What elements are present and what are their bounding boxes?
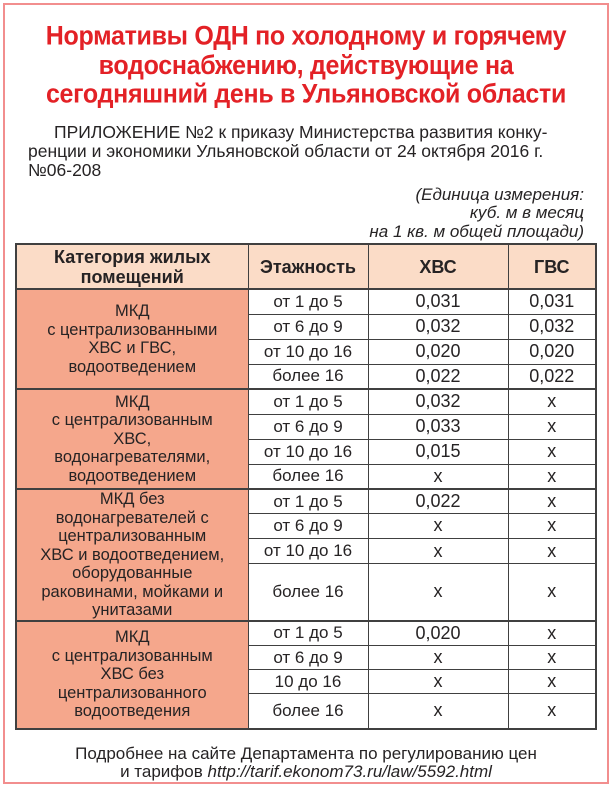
col-header-hvs: ХВС [368, 244, 508, 289]
unit-note-line: на 1 кв. м общей площади) [369, 221, 584, 241]
table-row [16, 489, 596, 514]
category-line: водонагревателями, [54, 448, 211, 467]
hvs-value-cell: х [368, 564, 508, 621]
hvs-value-cell: х [368, 694, 508, 729]
appendix-line: №06-208 [28, 159, 102, 180]
hvs-value-cell: 0,022 [368, 489, 508, 514]
appendix-note [28, 123, 584, 180]
unit-note-line: (Единица измерения: [415, 184, 584, 204]
category-line: централизованного [57, 683, 207, 702]
floors-cell: от 6 до 9 [248, 514, 368, 539]
category-line: водоотведением [68, 357, 197, 376]
floors-cell: от 1 до 5 [248, 389, 368, 414]
gvs-value-cell: х [508, 564, 596, 621]
col-header-category: Категория жилых помещений [16, 244, 248, 289]
category-line: МКД без [99, 490, 165, 508]
floors-cell: от 10 до 16 [248, 538, 368, 564]
category-line: централизованным [58, 527, 207, 545]
category-line: унитазами [92, 601, 173, 619]
floors-cell: от 1 до 5 [248, 489, 368, 514]
gvs-value-cell: х [508, 389, 596, 414]
appendix-line: ренции и экономики Ульяновской области от 24 октября 2016 г. [28, 140, 544, 161]
gvs-value-cell: х [508, 694, 596, 729]
category-line: ХВС, [113, 429, 152, 448]
floors-cell: от 10 до 16 [248, 439, 368, 464]
unit-note-line: куб. м в месяц [469, 203, 584, 222]
footer-url: http://tarif.ekonom73.ru/law/5592.html [207, 761, 492, 781]
category-line: ХВС и ГВС, [88, 339, 177, 357]
title-line: водоснабжению, действующие на [98, 50, 514, 80]
hvs-value-cell: 0,020 [368, 621, 508, 646]
footer-note [20, 745, 592, 781]
title-line: Нормативы ОДН по холодному и горячему [45, 20, 567, 51]
hvs-value-cell: х [368, 538, 508, 564]
gvs-value-cell: х [508, 538, 596, 564]
unit-of-measure-note [28, 186, 584, 242]
category-line: раковинами, мойками и [41, 582, 224, 601]
table-row [16, 621, 596, 646]
category-line: МКД [114, 392, 150, 411]
gvs-value-cell: х [508, 489, 596, 514]
gvs-value-cell: х [508, 670, 596, 694]
hvs-value-cell: х [368, 646, 508, 670]
floors-cell: от 6 до 9 [248, 646, 368, 670]
category-line: МКД [114, 302, 150, 320]
floors-cell: более 16 [248, 364, 368, 389]
hvs-value-cell: 0,022 [368, 364, 508, 389]
floors-cell: более 16 [248, 694, 368, 729]
hvs-value-cell: 0,032 [368, 314, 508, 339]
category-cell [16, 621, 248, 729]
category-cell [16, 389, 248, 489]
category-line: ХВС без [100, 665, 165, 684]
category-line: ХВС и водоотведением, [40, 545, 225, 564]
gvs-value-cell: х [508, 621, 596, 646]
floors-cell: от 1 до 5 [248, 289, 368, 314]
category-line: водоотведением [68, 466, 197, 485]
table-header-row [16, 244, 596, 289]
gvs-value-cell: х [508, 646, 596, 670]
floors-cell: более 16 [248, 564, 368, 621]
hvs-value-cell: 0,031 [368, 289, 508, 314]
category-line: МКД [114, 628, 150, 647]
gvs-value-cell: х [508, 439, 596, 464]
category-cell [16, 289, 248, 389]
hvs-value-cell: 0,015 [368, 439, 508, 464]
norms-table [15, 243, 597, 730]
title-line: сегодняшний день в Ульяновской области [45, 79, 567, 109]
appendix-line: ПРИЛОЖЕНИЕ №2 к приказу Министерства развития конку- [54, 121, 548, 142]
hvs-value-cell: х [368, 464, 508, 489]
col-header-floors: Этажность [248, 244, 368, 289]
floors-cell: от 6 до 9 [248, 414, 368, 439]
category-line: с централизованным [51, 646, 213, 665]
footer-line: Подробнее на сайте Департамента по регулированию цен [75, 743, 537, 763]
gvs-value-cell: х [508, 514, 596, 539]
floors-cell: 10 до 16 [248, 670, 368, 694]
gvs-value-cell: 0,031 [508, 289, 596, 314]
category-line: водоотведения [74, 702, 191, 721]
table-row [16, 389, 596, 414]
gvs-value-cell: х [508, 414, 596, 439]
hvs-value-cell: х [368, 670, 508, 694]
gvs-value-cell: 0,020 [508, 339, 596, 364]
gvs-value-cell: 0,032 [508, 314, 596, 339]
col-header-gvs: ГВС [508, 244, 596, 289]
category-line: водонагревателей с [55, 508, 209, 527]
floors-cell: от 6 до 9 [248, 314, 368, 339]
gvs-value-cell: 0,022 [508, 364, 596, 389]
category-line: с централизованными [47, 320, 218, 339]
category-line: с централизованным [51, 411, 213, 430]
table-row [16, 289, 596, 314]
floors-cell: от 1 до 5 [248, 621, 368, 646]
footer-line [20, 763, 592, 781]
page-title [12, 22, 600, 109]
hvs-value-cell: 0,032 [368, 389, 508, 414]
floors-cell: более 16 [248, 464, 368, 489]
category-line: оборудованные [72, 564, 193, 582]
hvs-value-cell: 0,033 [368, 414, 508, 439]
category-cell [16, 489, 248, 621]
hvs-value-cell: х [368, 514, 508, 539]
gvs-value-cell: х [508, 464, 596, 489]
footer-prefix: и тарифов [120, 761, 208, 781]
floors-cell: от 10 до 16 [248, 339, 368, 364]
hvs-value-cell: 0,020 [368, 339, 508, 364]
